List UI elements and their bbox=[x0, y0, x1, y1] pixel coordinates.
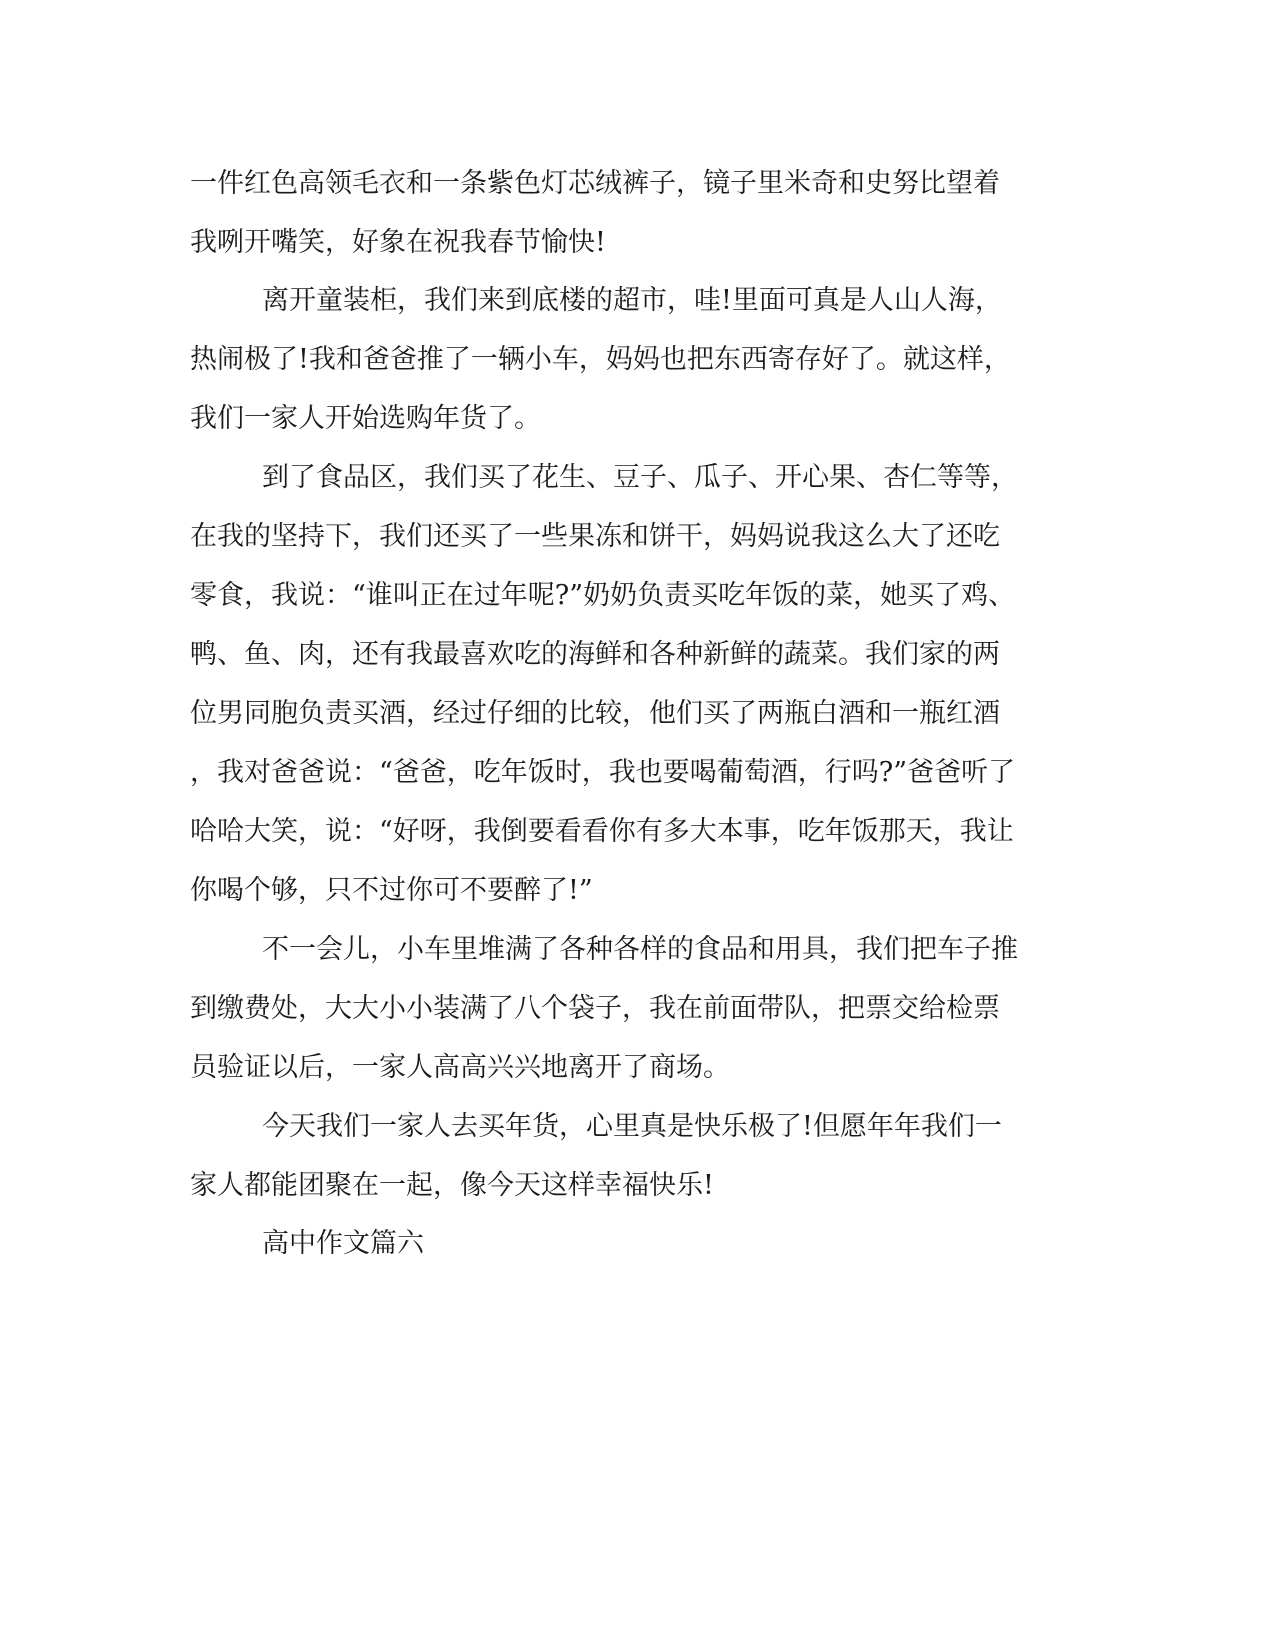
paragraph-line: 我们一家人开始选购年货了。 bbox=[190, 403, 541, 434]
paragraph-line: 位男同胞负责买酒，经过仔细的比较，他们买了两瓶白酒和一瓶红酒 bbox=[190, 698, 1000, 729]
paragraph-line: 热闹极了!我和爸爸推了一辆小车，妈妈也把东西寄存好了。就这样， bbox=[190, 344, 1011, 375]
paragraph-line: 鸭、鱼、肉，还有我最喜欢吃的海鲜和各种新鲜的蔬菜。我们家的两 bbox=[190, 639, 1000, 670]
paragraph-line: 哈哈大笑，说：“好呀，我倒要看看你有多大本事，吃年饭那天，我让 bbox=[190, 816, 1014, 847]
paragraph-line: 零食，我说：“谁叫正在过年呢?”奶奶负责买吃年饭的菜，她买了鸡、 bbox=[190, 580, 1016, 611]
paragraph-line: 你喝个够，只不过你可不要醉了!” bbox=[190, 875, 593, 906]
paragraph-line: 我咧开嘴笑，好象在祝我春节愉快! bbox=[190, 227, 606, 258]
section-heading: 高中作文篇六 bbox=[262, 1228, 424, 1259]
paragraph-line: 离开童装柜，我们来到底楼的超市，哇!里面可真是人山人海， bbox=[262, 285, 1002, 316]
paragraph-line: 到了食品区，我们买了花生、豆子、瓜子、开心果、杏仁等等， bbox=[262, 462, 1018, 493]
paragraph-line: 员验证以后，一家人高高兴兴地离开了商场。 bbox=[190, 1052, 730, 1083]
paragraph-line: 在我的坚持下，我们还买了一些果冻和饼干，妈妈说我这么大了还吃 bbox=[190, 521, 1000, 552]
paragraph-line: 到缴费处，大大小小装满了八个袋子，我在前面带队，把票交给检票 bbox=[190, 993, 1000, 1024]
paragraph-line: 一件红色高领毛衣和一条紫色灯芯绒裤子，镜子里米奇和史努比望着 bbox=[190, 168, 1000, 199]
paragraph-line: 不一会儿，小车里堆满了各种各样的食品和用具，我们把车子推 bbox=[262, 934, 1018, 965]
paragraph-line: 家人都能团聚在一起，像今天这样幸福快乐! bbox=[190, 1170, 714, 1201]
paragraph-line: 今天我们一家人去买年货，心里真是快乐极了!但愿年年我们一 bbox=[262, 1111, 1002, 1142]
paragraph-line: ，我对爸爸说：“爸爸，吃年饭时，我也要喝葡萄酒，行吗?”爸爸听了 bbox=[190, 757, 1016, 788]
